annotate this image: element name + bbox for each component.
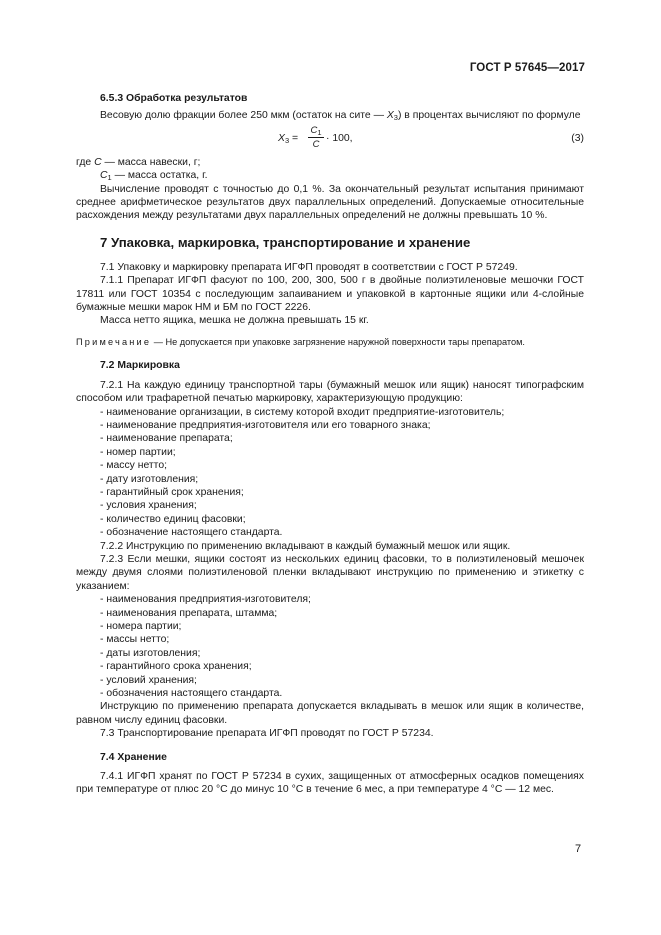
formula-lhs: $X_3$ = (278, 132, 299, 145)
list-item: - массы нетто; (100, 634, 170, 646)
formula-multiplier: · 100, (326, 132, 353, 144)
label-list (76, 593, 584, 700)
where-c1: $C_1$ — масса остатка, г. (100, 170, 208, 183)
para-7-2-3: 7.2.3 Если мешки, ящики состоят из нескольких единиц фасовки, то в полиэтиленовый мешочек между двумя слоями полиэтиленовой пленки вкладывают инструкцию по применению и этикетку с указанием: (76, 553, 584, 592)
para-instruction-count: Инструкцию по применению препарата допускается вкладывать в мешок или ящик в количестве, равном числу единиц фасовки. (76, 701, 584, 726)
list-item: - условия хранения; (100, 500, 197, 512)
list-item: - условий хранения; (100, 674, 197, 686)
list-item: - наименования предприятия-изготовителя; (100, 594, 311, 606)
page-content (76, 92, 584, 797)
list-item: - обозначение настоящего стандарта. (100, 527, 283, 539)
para-net-mass: Масса нетто ящика, мешка не должна превышать 15 кг. (100, 315, 369, 327)
list-item: - обозначения настоящего стандарта. (100, 688, 283, 700)
list-item: - гарантийный срок хранения; (100, 486, 244, 498)
formula-fraction (308, 125, 324, 150)
section-6-5-3-heading: 6.5.3 Обработка результатов (100, 93, 248, 104)
list-item: - наименование организации, в систему которой входит предприятие-изготовитель; (100, 406, 505, 418)
note-7-1: Примечание — Не допускается при упаковке загрязнение наружной поверхности тары препаратом. (76, 336, 525, 347)
where-c: где C — масса навески, г; (76, 156, 201, 168)
para-7-2-2: 7.2.2 Инструкцию по применению вкладывают в каждый бумажный мешок или ящик. (100, 540, 511, 552)
list-item: - количество единиц фасовки; (100, 513, 246, 525)
list-item: - наименование препарата; (100, 433, 233, 445)
list-item: - дату изготовления; (100, 473, 199, 485)
section-7-heading: 7 Упаковка, маркировка, транспортирование и хранение (100, 234, 471, 250)
para-7-4-1: 7.4.1 ИГФП хранят по ГОСТ Р 57234 в сухих, защищенных от атмосферных осадков помещениях при температуре от плюс 20 °С до минус 10 °С в течение 6 мес, а при температуре 4 °С — 12 мес. (76, 771, 584, 796)
para-7-1: 7.1 Упаковку и маркировку препарата ИГФП проводят в соответствии с ГОСТ Р 57249. (100, 261, 518, 273)
section-7-4-heading: 7.4 Хранение (100, 751, 167, 763)
para-7-3: 7.3 Транспортирование препарата ИГФП проводят по ГОСТ Р 57234. (100, 728, 434, 740)
page-number: 7 (575, 843, 582, 855)
para-7-1-1: 7.1.1 Препарат ИГФП фасуют по 100, 200, 300, 500 г в двойные полиэтиленовые мешочки ГОСТ 17811 или ГОСТ 10354 с последующим запаиванием и упаковкой в картонные ящики или 4-слойные бумажные мешки марок НМ и БМ по ГОСТ 2226. (76, 275, 584, 314)
list-item: - гарантийного срока хранения; (100, 661, 252, 673)
list-item: - массу нетто; (100, 460, 167, 472)
section-7-2-heading: 7.2 Маркировка (100, 360, 180, 372)
standard-header: ГОСТ Р 57645—2017 (469, 62, 585, 74)
list-item: - наименования препарата, штамма; (100, 607, 278, 619)
list-item: - номера партии; (100, 621, 182, 632)
formula-3 (76, 125, 584, 153)
list-item: - наименование предприятия-изготовителя или его товарного знака; (100, 419, 431, 431)
fraction-denominator: C (312, 138, 320, 150)
fraction-intro: Весовую долю фракции более 250 мкм (остаток на сите — $X_3$) в процентах вычисляют по формуле (100, 110, 581, 123)
marking-list (76, 406, 584, 540)
fraction-numerator: $C_1$ (308, 125, 324, 138)
formula-number: (3) (571, 132, 584, 144)
list-item: - даты изготовления; (100, 647, 201, 659)
calculation-paragraph: Вычисление проводят с точностью до 0,1 %. За окончательный результат испытания принимают среднее арифметическое результатов двух параллельных определений. Допускаемые относительные расхождения между результатами двух параллельных определений не должны превышать 10 %. (76, 183, 584, 222)
para-7-2-1: 7.2.1 На каждую единицу транспортной тары (бумажный мешок или ящик) наносят типографским способом или трафаретной печатью маркировку, характеризующую продукцию: (76, 379, 584, 405)
list-item: - номер партии; (100, 446, 176, 458)
